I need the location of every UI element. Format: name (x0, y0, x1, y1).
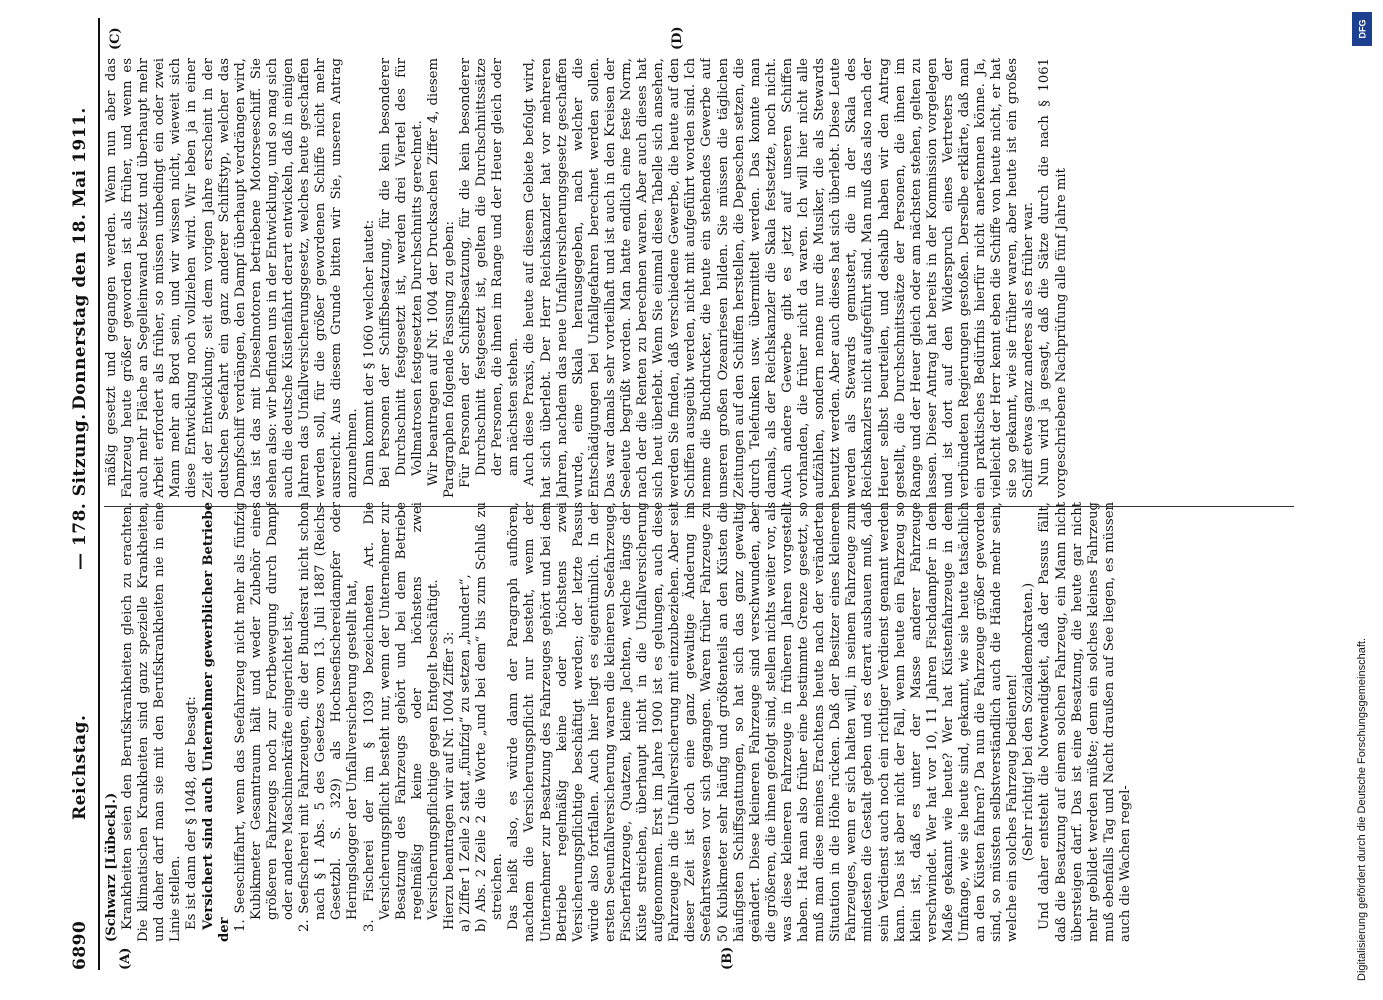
header-date: Donnerstag den 18. Mai 1911. (70, 107, 90, 410)
header-rule (98, 18, 100, 970)
paragraph: (Schwarz [Lübeck].) (104, 792, 119, 942)
paragraph: Es ist dann der § 1048, der besagt: (184, 696, 200, 930)
paragraph: Nun wird ja gesagt, daß die Sätze durch die nach § 1061 vorgeschriebene Nachprüfung alle fünf Jahre mit (1037, 58, 1069, 498)
paragraph: mäßig gesetzt und gegangen werden. Wenn nun aber das Fahrzeug heute größer geworden ist als früher, und wenn es auch mehr Fläche an Segelleinwand besitzt und überhaupt mehr Arbeit erfordert als früher, so müssen unbedingt ein oder zwei Mann mehr an Bord sein, und wir wissen nicht, wieweit sich diese Entwicklung noch vollziehen wird. Wir leben ja in einer Zeit der Entwicklung; seit dem vorigen Jahre erscheint in der deutschen Seefahrt ein ganz anderer Schiffstyp, welcher das Dampfschiff verdrängen, den Dampf überhaupt verdrängen wird, das ist das mit Dieselmotoren betriebene Motorseeschiff. Sie sehen also: wir befinden uns in der Entwicklung, und so mag sich auch die deutsche Küstenfahrt derart entwickeln, daß in einigen Jahren das Unfallversicherungsgesetz, welches heute geschaffen werden soll, für die größer gewordenen Schiffe nicht mehr ausreicht. Aus diesem Grunde bitten wir Sie, unseren Antrag anzunehmen. (104, 58, 361, 498)
header-title: Reichstag. (70, 714, 90, 820)
paragraph: Dann kommt der § 1060 welcher lautet: (361, 219, 377, 486)
paragraph: Versichert sind auch Unternehmer gewerblicher Betriebe der (200, 502, 232, 942)
header-session: — 178. Sitzung. (70, 413, 90, 570)
paragraph: Hierzu beantragen wir auf Nr. 1004 Ziffer 3: (441, 631, 457, 930)
left-column (104, 502, 1294, 942)
paragraph: 3. Fischerei der im § 1039 bezeichneten Art. Die Versicherungspflicht besteht nur, wenn der Unternehmer zur Besatzung des Fahrzeugs gehört und bei dem Betriebe regelmäßig keine oder höchstens zwei Versicherungspflichtige gegen Entgelt beschäftigt. (361, 502, 441, 932)
paragraph: Krankheiten seien den Berufskrankheiten gleich zu erachten. Die klimatischen Krankheiten sind ganz spezielle Krankheiten, und daher darf man sie mit den Berufskrankheiten nie in eine Linie stellen. (120, 502, 184, 942)
paragraph: Und daher entsteht die Notwendigkeit, daß der Passus fällt, daß die Besatzung auf einem solchen Fahrzeug, ein Mann nicht übersteigen darf. Das ist eine Besatzung, die heute gar nicht mehr gebildet werden müßte; denn ein solches kleines Fahrzeug muß ebenfalls Tag und Nacht draußen auf See liegen, es müssen auch die Wachen regel- (1037, 502, 1133, 942)
digitization-credit (1348, 6, 1378, 996)
paragraph: a) Ziffer 1 Zeile 2 statt „fünfzig“ zu setzen „hundert“, (458, 574, 474, 932)
margin-marker-d: (D) (670, 26, 685, 50)
credit-text: Digitalisierung gefördert durch die Deutsche Forschungsgemeinschaft. (1356, 637, 1368, 981)
paragraph: 1. Seeschiffahrt, wenn das Seefahrzeug nicht mehr als fünfzig Kubikmeter Gesamtraum hält und weder Zubehör eines größeren Fahrzeugs noch zur Fortbewegung durch Dampf oder andere Maschinenkräfte eingerichtet ist, (232, 502, 297, 932)
column-divider (104, 506, 1294, 507)
paragraph: Bei Personen der Schiffsbesatzung, für die kein besonderer Durchschnitt festgesetzt ist, werden drei Viertel des für Vollmatrosen festgesetzten Durchschnitts gerechnet. (377, 58, 425, 488)
paragraph: Für Personen der Schiffsbesatzung, für die kein besonderer Durchschnitt festgesetzt ist, gelten die Durchschnittssätze der Personen, die ihnen im Range und der Heuer gleich oder am nächsten stehen. (458, 58, 522, 488)
dfg-logo: DFG (1352, 12, 1372, 46)
right-column (104, 58, 1294, 498)
paragraph: Auch diese Praxis, die heute auf diesem Gebiete befolgt wird, hat sich überlebt. Der Herr Reichskanzler hat vor mehreren Jahren, nachdem das neue Unfallversicherungsgesetz geschaffen wurde, eine Skala herausgegeben, nach welcher die Entschädigungen bei Unfallgefahren berechnet werden sollen. Das war damals sehr vorteilhaft und ist auch in den Kreisen der Seeleute begrüßt worden. Man hatte endlich eine feste Norm, nach der die Renten zu berechnen waren. Aber auch dieses hat sich heut überlebt. Wenn Sie einmal diese Tabelle sich ansehen, werden Sie finden, daß verschiedene Gewerbe, die heute auf den Schiffen ausgeübt werden, nicht mit aufgeführt worden sind. Ich nenne die Buchdrucker, die heute ein stehendes Gewerbe auf unseren großen Ozeanriesen bilden. Sie müssen die täglichen Zeitungen auf den Schiffen herstellen, die Depeschen setzen, die durch Telefunken usw. übermittelt werden. Das konnte man damals, als der Reichskanzler die Skala festsetzte, noch nicht. Auch andere Gewerbe gibt es jetzt auf unseren Schiffen vorhanden, die früher nicht da waren. Ich will hier nicht alle aufzählen, sondern nenne nur die Musiker, die als Stewards benutzt werden. Aber auch dieses hat sich überlebt. Diese Leute werden als Stewards gemustert, die in der Skala des Reichskanzlers nicht aufgeführt sind. Man muß das also nach der Heuer selbst beurteilen, und deshalb haben wir den Antrag gestellt, die Durchschnittssätze der Personen, die ihnen im Range und der Heuer gleich oder am nächsten stehen, gelten zu lassen. Dieser Antrag hat bereits in der Kommission vorgelegen und ist dort auf den Widerspruch eines Vertreters der verbündeten Regierungen gestoßen. Derselbe erklärte, daß man ein praktisches Bedürfnis hierfür nicht anerkennen könne. Ja, vielleicht der Herr kennt eben die Schiffe von heute nicht, er hat sie so gekannt, wie sie früher waren, aber heute ist ein großes Schiff etwas ganz anderes als es früher war. (522, 58, 1037, 498)
running-header (70, 18, 100, 970)
paragraph: 2. Seefischerei mit Fahrzeugen, die der Bundesrat nicht schon nach § 1 Abs. 5 des Gesetzes vom 13. Juli 1887 (Reichs-Gesetzbl. S. 329) als Hochseefischereidampfer oder Heringslogger der Unfallversicherung gestellt hat, (297, 502, 361, 932)
margin-marker-b: (B) (720, 946, 735, 970)
margin-marker-c: (C) (108, 27, 123, 50)
paragraph: Das heißt also, es würde dann der Paragraph aufhören, nachdem die Versicherungspflicht nur besteht, wenn der Unternehmer zur Besatzung des Fahrzeuges gehört und bei dem Betriebe regelmäßig keine oder höchstens zwei Versicherungspflichtige beschäftigt werden; der letzte Passus würde also fortfallen. Auch hier liegt es eigentümlich. In der ersten Seeunfallversicherung waren die kleineren Seefahrzeuge, Fischerfahrzeuge, Quatzen, kleine Jachten, welche längs der Küste streichen, überhaupt nicht in die Unfallversicherung aufgenommen. Erst im Jahre 1900 ist es gelungen, auch diese Fahrzeuge in die Unfallversicherung mit einzubeziehen. Aber seit dieser Zeit ist doch eine ganz gewaltige Änderung im Seefahrtswesen vor sich gegangen. Waren früher Fahrzeuge zu 50 Kubikmeter sehr häufig und größtenteils an den Küsten die häufigsten Schiffsgattungen, so hat sich das ganz gewaltig geändert. Diese kleineren Fahrzeuge sind verschwunden, aber die größeren, die ihnen gefolgt sind, stellen nichts weiter vor, als was diese kleineren Fahrzeuge in früheren Jahren vorgestellt haben. Hat man also früher eine bestimmte Grenze gesetzt, so muß man diese meines Erachtens heute nach der veränderten Situation in die Höhe rücken. Daß der Besitzer eines kleineren Fahrzeuges, wenn er sich halten will, in seinem Fahrzeuge zum mindesten die Gestalt geben und es derart ausbauen muß, daß sein Verdienst auch noch ein richtiger Verdienst genannt werden kann. Das ist aber nicht der Fall, wenn heute ein Fahrzeug so klein ist, daß es unter der Masse anderer Fahrzeuge verschwindet. Wer hat vor 10, 11 Jahren Fischdampfer in dem Maße gekannt wie heute? Wer hat Küstenfahrzeuge in dem Umfange, wie sie heute sind, gekannt, wie sie heute tatsächlich an den Küsten fahren? Da nun die Fahrzeuge größer geworden sind, so müssten selbstverständlich auch die Hände mehr sein, welche ein solches Fahrzeug bedienten! (506, 502, 1021, 942)
paragraph: b) Abs. 2 Zeile 2 die Worte „und bei dem“ bis zum Schluß zu streichen. (474, 502, 506, 932)
margin-marker-a: (A) (118, 947, 133, 970)
paragraph: (Sehr richtig! bei den Sozialdemokraten.) (1021, 582, 1037, 862)
paragraph: Wir beantragen auf Nr. 1004 der Drucksachen Ziffer 4, diesem Paragraphen folgende Fassung zu geben: (425, 58, 457, 498)
page-number: 6890 (70, 920, 90, 970)
